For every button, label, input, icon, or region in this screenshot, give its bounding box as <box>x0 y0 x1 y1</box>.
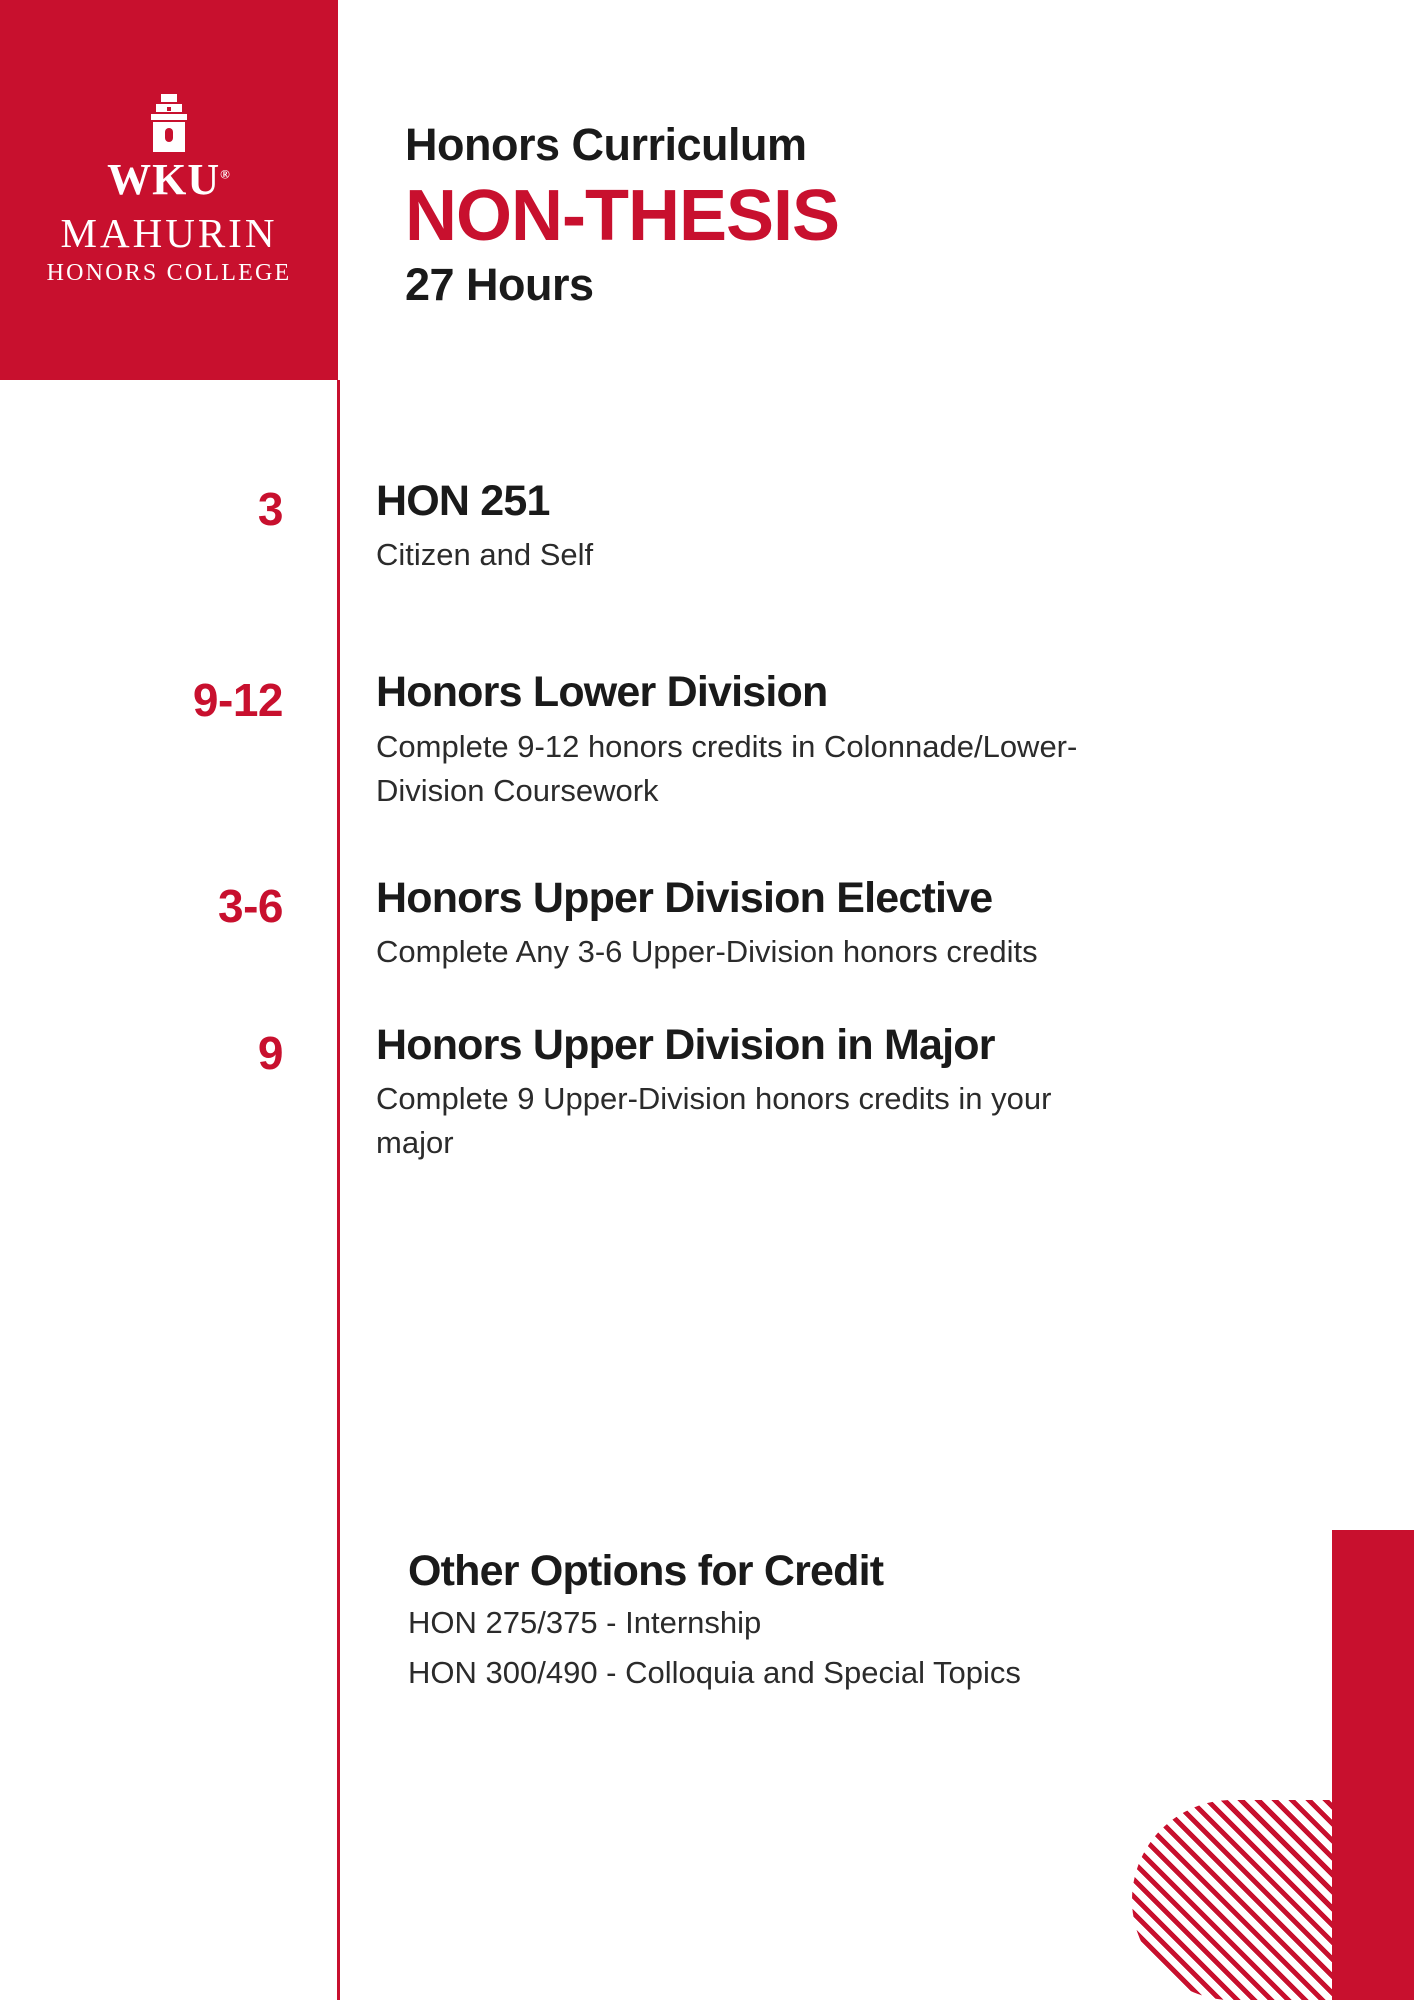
requirement-credits: 3 <box>257 483 283 535</box>
other-options-section <box>408 1548 1308 1695</box>
requirement-description: Citizen and Self <box>376 537 594 573</box>
logo-wku-text: WKU® <box>107 154 231 204</box>
requirement-row <box>0 669 1414 812</box>
logo-mahurin-text: MAHURIN <box>60 209 278 256</box>
requirement-row <box>0 1022 1414 1165</box>
other-options-line: HON 275/375 - Internship <box>408 1605 762 1641</box>
requirement-body <box>305 669 1355 812</box>
logo-honors-college-text: HONORS COLLEGE <box>46 260 292 287</box>
requirement-credits: 3-6 <box>218 879 283 932</box>
header-total-hours: 27 Hours <box>405 259 594 311</box>
requirement-body <box>305 1022 1355 1165</box>
page-title: NON-THESIS <box>405 175 840 256</box>
requirement-credits: 9 <box>257 1026 283 1079</box>
registered-mark: ® <box>220 166 231 182</box>
wku-honors-logo-block <box>0 0 338 380</box>
requirement-credits: 9-12 <box>192 674 283 727</box>
requirement-description: Complete Any 3-6 Upper-Division honors credits <box>376 933 1038 969</box>
tower-icon <box>139 92 199 154</box>
requirement-title: Honors Lower Division <box>376 668 828 717</box>
requirement-body <box>305 478 1355 577</box>
requirements-list <box>0 478 1414 1223</box>
requirement-title: Honors Upper Division in Major <box>376 1020 995 1069</box>
requirement-title: Honors Upper Division Elective <box>376 873 993 922</box>
requirement-description: Complete 9-12 honors credits in Colonnade/Lower-Division Coursework <box>376 728 1078 808</box>
requirement-body <box>305 875 1355 974</box>
requirement-row <box>0 478 1414 577</box>
requirement-title: HON 251 <box>376 477 550 525</box>
requirement-description: Complete 9 Upper-Division honors credits in your major <box>376 1081 1052 1161</box>
page-header <box>405 120 1305 310</box>
header-kicker: Honors Curriculum <box>405 119 807 170</box>
other-options-title: Other Options for Credit <box>408 1547 884 1595</box>
decorative-striped-circle <box>1132 1800 1332 2000</box>
requirement-row <box>0 875 1414 974</box>
decorative-red-bar <box>1332 1530 1414 2000</box>
other-options-line: HON 300/490 - Colloquia and Special Topics <box>408 1655 1021 1691</box>
